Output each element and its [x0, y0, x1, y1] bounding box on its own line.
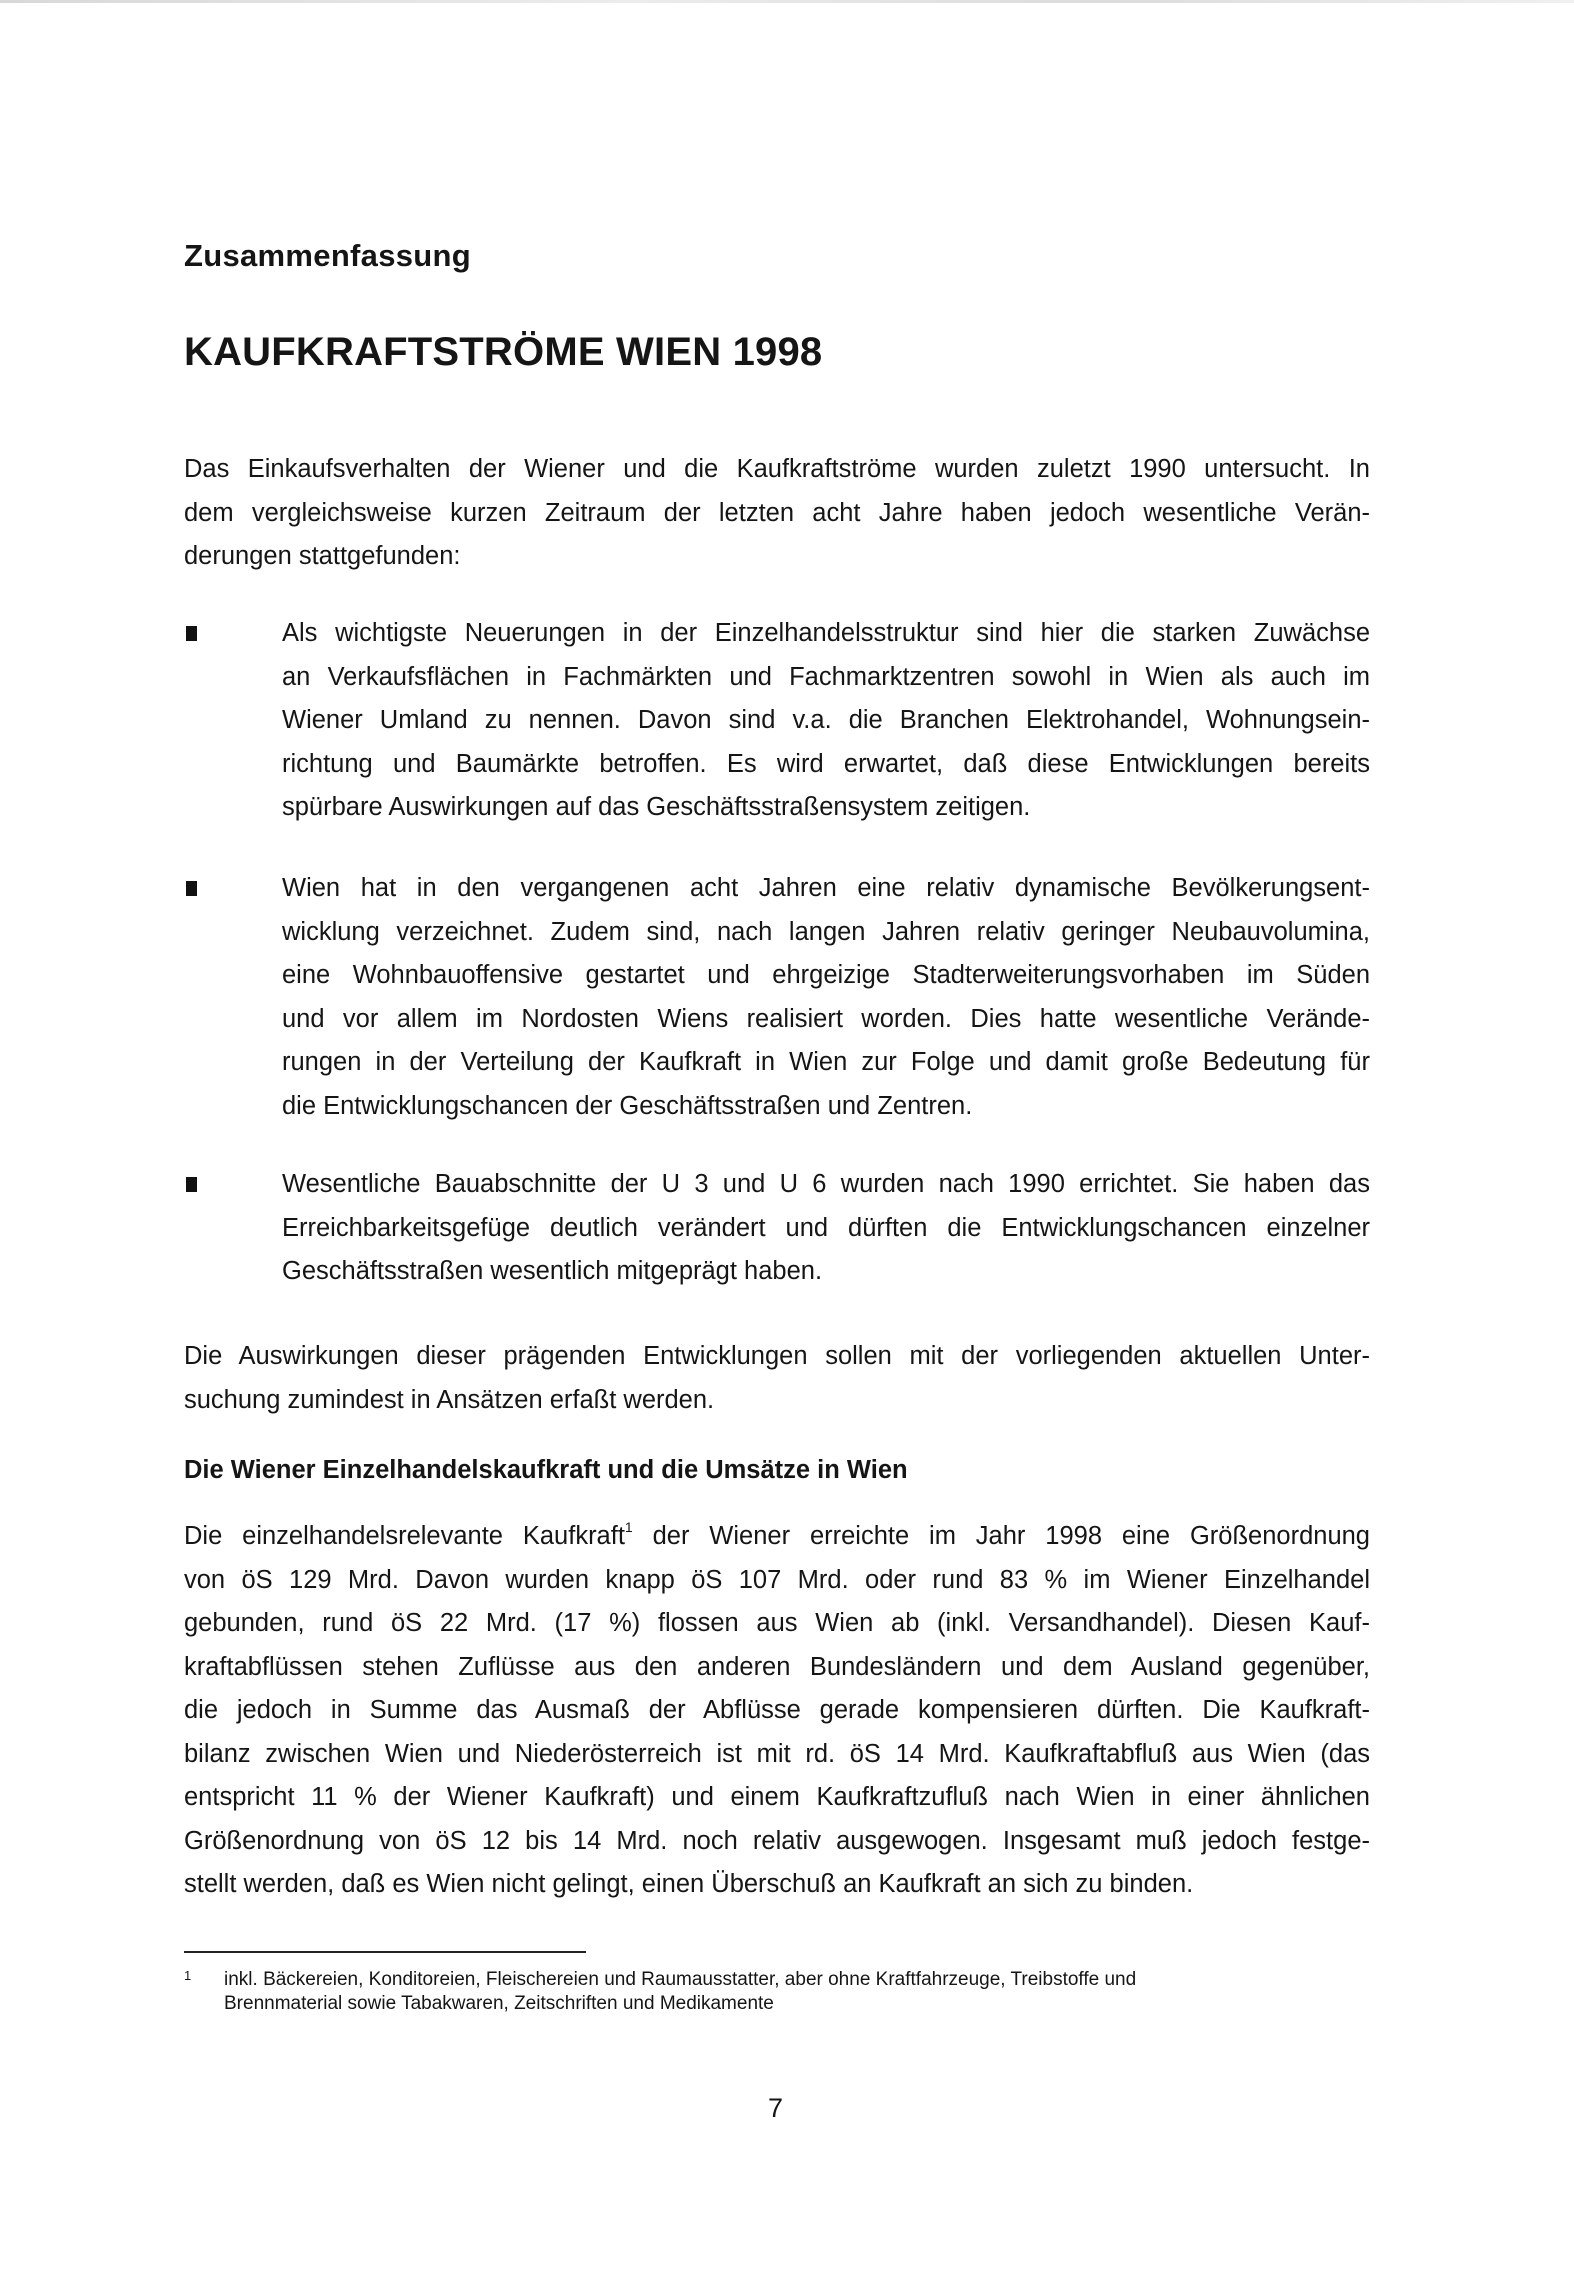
text-line: Geschäftsstraßen wesentlich mitgeprägt haben. — [282, 1257, 823, 1285]
square-bullet-icon — [186, 1177, 197, 1192]
text-line: Das Einkaufsverhalten der Wiener und die Kaufkraftströme wurden zuletzt 1990 untersucht. In — [184, 455, 1370, 483]
footnote-text — [224, 1968, 1370, 2016]
text-fragment: Die einzelhandelsrelevante Kaufkraft — [184, 1522, 625, 1550]
section-paragraph — [184, 1515, 1370, 1907]
text-line: Wesentliche Bauabschnitte der U 3 und U 6 wurden nach 1990 errichtet. Sie haben das — [282, 1170, 1370, 1198]
text-line: Größenordnung von öS 12 bis 14 Mrd. noch relativ ausgewogen. Insgesamt muß jedoch festge- — [184, 1826, 1370, 1855]
square-bullet-icon — [186, 881, 197, 896]
text-line: spürbare Auswirkungen auf das Geschäftsstraßensystem zeitigen. — [282, 793, 1031, 821]
text-line: gebunden, rund öS 22 Mrd. (17 %) flossen aus Wien ab (inkl. Versandhandel). Diesen Kauf- — [184, 1609, 1370, 1637]
square-bullet-icon — [186, 626, 197, 641]
text-line: rungen in der Verteilung der Kaufkraft in Wien zur Folge und damit große Bedeutung für — [282, 1048, 1370, 1076]
text-line: entspricht 11 % der Wiener Kaufkraft) und einem Kaufkraftzufluß nach Wien in einer ähnlichen — [184, 1783, 1370, 1811]
section-heading: Die Wiener Einzelhandelskaufkraft und die Umsätze in Wien — [184, 1456, 908, 1484]
text-line: Als wichtigste Neuerungen in der Einzelhandelsstruktur sind hier die starken Zuwächse — [282, 619, 1370, 647]
text-line — [184, 1515, 1370, 1559]
text-line: die Entwicklungschancen der Geschäftsstraßen und Zentren. — [282, 1091, 973, 1120]
text-line: die jedoch in Summe das Ausmaß der Abflüsse gerade kompensieren dürften. Die Kaufkraft- — [184, 1696, 1370, 1724]
text-line: suchung zumindest in Ansätzen erfaßt werden. — [184, 1385, 715, 1414]
text-line: richtung und Baumärkte betroffen. Es wird erwartet, daß diese Entwicklungen bereits — [282, 749, 1370, 778]
text-line: kraftabflüssen stehen Zuflüsse aus den anderen Bundesländern und dem Ausland gegenüber, — [184, 1652, 1370, 1681]
text-line: wicklung verzeichnet. Zudem sind, nach langen Jahren relativ geringer Neubauvolumina, — [282, 917, 1370, 946]
section-overline: Zusammenfassung — [184, 238, 472, 273]
footnote-reference[interactable]: 1 — [624, 1519, 633, 1535]
text-line: eine Wohnbauoffensive gestartet und ehrgeizige Stadterweiterungsvorhaben im Süden — [282, 961, 1370, 989]
text-line: Wiener Umland zu nennen. Davon sind v.a. die Branchen Elektrohandel, Wohnungsein- — [282, 706, 1370, 734]
text-line: dem vergleichsweise kurzen Zeitraum der letzten acht Jahre haben jedoch wesentliche Verän- — [184, 498, 1370, 527]
text-line: derungen stattgefunden: — [184, 542, 461, 570]
text-line: Erreichbarkeitsgefüge deutlich verändert und dürften die Entwicklungschancen einzelner — [282, 1213, 1370, 1242]
page-number: 7 — [768, 2093, 784, 2123]
text-line: Brennmaterial sowie Tabakwaren, Zeitschriften und Medikamente — [224, 1993, 774, 2014]
text-line: Wien hat in den vergangenen acht Jahren eine relativ dynamische Bevölkerungsent- — [282, 874, 1370, 902]
text-line: von öS 129 Mrd. Davon wurden knapp öS 107 Mrd. oder rund 83 % im Wiener Einzelhandel — [184, 1565, 1370, 1594]
bullet-text — [282, 867, 1370, 1128]
text-fragment: der Wiener erreichte im Jahr 1998 eine Größenordnung — [632, 1522, 1370, 1550]
footnote-divider — [184, 1951, 586, 1953]
document-title: KAUFKRAFTSTRÖME WIEN 1998 — [184, 330, 823, 374]
text-line: an Verkaufsflächen in Fachmärkten und Fachmarktzentren sowohl in Wien als auch im — [282, 662, 1370, 691]
bullet-text — [282, 612, 1370, 830]
outro-paragraph — [184, 1335, 1370, 1422]
text-line: stellt werden, daß es Wien nicht gelingt, einen Überschuß an Kaufkraft an sich zu binden. — [184, 1870, 1194, 1898]
intro-paragraph — [184, 448, 1370, 579]
bullet-text — [282, 1163, 1370, 1294]
text-line: bilanz zwischen Wien und Niederösterreich ist mit rd. öS 14 Mrd. Kaufkraftabfluß aus Wien (das — [184, 1739, 1370, 1768]
text-line: Die Auswirkungen dieser prägenden Entwicklungen sollen mit der vorliegenden aktuellen Unter- — [184, 1342, 1370, 1370]
footnote-number: 1 — [184, 1968, 192, 1983]
scan-edge — [0, 0, 1574, 3]
text-line: und vor allem im Nordosten Wiens realisiert worden. Dies hatte wesentliche Verände- — [282, 1004, 1370, 1033]
text-line: inkl. Bäckereien, Konditoreien, Fleischereien und Raumausstatter, aber ohne Kraftfahrzeuge, Treibstoffe und — [224, 1969, 1137, 1990]
